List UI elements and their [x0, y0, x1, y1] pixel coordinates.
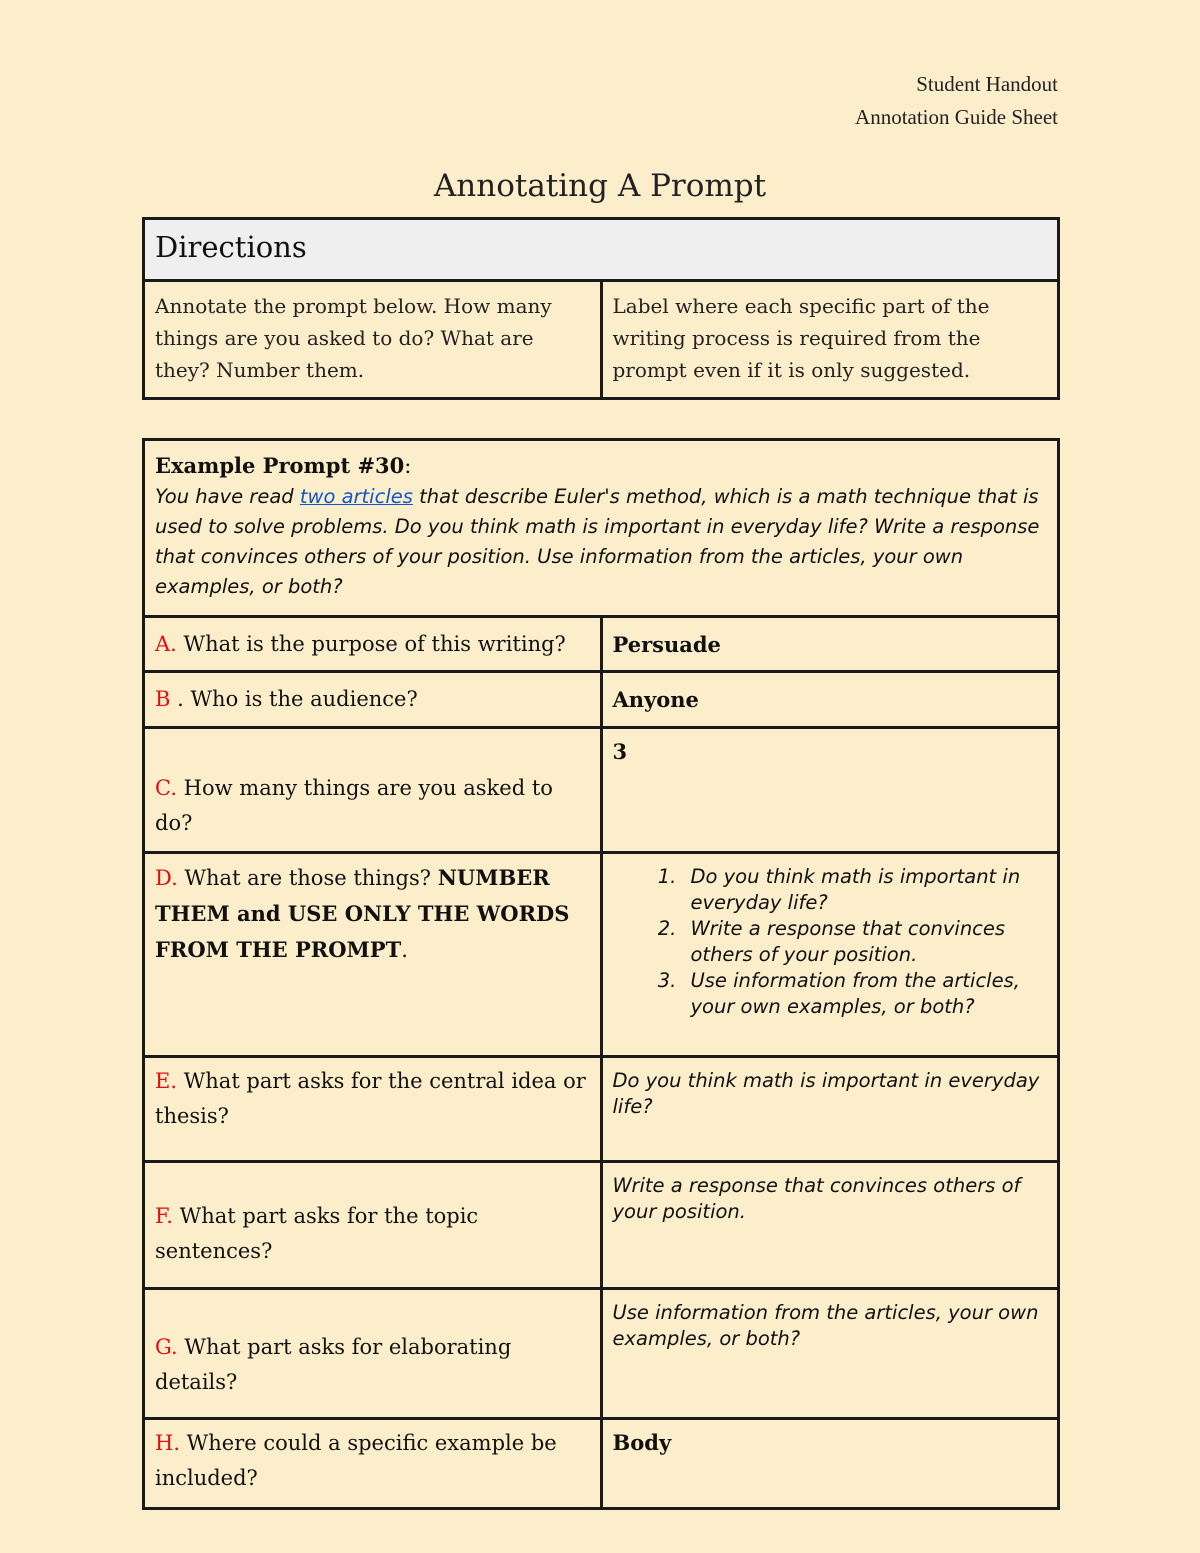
prompt-heading — [155, 453, 1047, 478]
header-line-2: Annotation Guide Sheet — [855, 105, 1058, 129]
prompt-text-after: that describe Euler's method, which is a math technique that is used to solve problems. Do you think math is important in everyday life? Write a response that convinces others of your position. Use information from the articles, your own examples, or both? — [155, 485, 1040, 598]
directions-heading: Directions — [144, 219, 1059, 281]
question-text: How many things are you asked to do? — [155, 776, 553, 835]
example-prompt-cell — [144, 440, 1059, 617]
answer-a: Persuade — [601, 617, 1059, 672]
question-text: . Who is the audience? — [170, 687, 418, 711]
question-text-end: . — [401, 938, 408, 962]
list-item: 2. Write a response that convinces others of your position. — [683, 916, 1048, 968]
answer-c: 3 — [601, 728, 1059, 853]
question-text: What are those things? — [177, 866, 438, 890]
two-articles-link[interactable]: two articles — [299, 485, 413, 508]
document-header — [855, 68, 1058, 134]
question-text: Where could a specific example be included? — [155, 1431, 557, 1490]
question-letter: H. — [155, 1431, 180, 1455]
questions-table — [142, 438, 1060, 1510]
question-h — [144, 1419, 602, 1509]
directions-table — [142, 217, 1060, 400]
list-item: 1. Do you think math is important in everyday life? — [683, 864, 1048, 916]
answer-h: Body — [601, 1419, 1059, 1509]
prompt-text — [155, 482, 1047, 602]
question-letter: C. — [155, 776, 177, 800]
question-text: What part asks for the topic sentences? — [155, 1204, 479, 1263]
question-text: What is the purpose of this writing? — [176, 631, 566, 656]
directions-left: Annotate the prompt below. How many things are you asked to do? What are they? Number them. — [144, 281, 602, 399]
question-f — [144, 1162, 602, 1289]
question-b — [144, 672, 602, 728]
question-a — [144, 617, 602, 672]
question-text-bold: NUMBER THEM and USE ONLY THE WORDS FROM THE PROMPT — [155, 865, 570, 962]
question-letter: B — [155, 687, 171, 711]
answer-e: Do you think math is important in everyday life? — [601, 1057, 1059, 1162]
list-item: 3. Use information from the articles, your own examples, or both? — [683, 968, 1048, 1020]
prompt-colon: : — [404, 454, 412, 478]
question-text: What part asks for elaborating details? — [155, 1335, 512, 1394]
question-letter: D. — [155, 866, 178, 890]
question-letter: F. — [155, 1204, 173, 1228]
question-letter: A. — [155, 631, 177, 656]
answer-f: Write a response that convinces others of your position. — [601, 1162, 1059, 1289]
question-e — [144, 1057, 602, 1162]
answer-list — [613, 864, 1048, 1020]
page-title: Annotating A Prompt — [433, 168, 767, 204]
prompt-text-before: You have read — [155, 485, 300, 508]
prompt-label: Example Prompt #30 — [155, 453, 405, 478]
header-line-1: Student Handout — [916, 72, 1058, 96]
question-letter: G. — [155, 1335, 178, 1359]
answer-g: Use information from the articles, your own examples, or both? — [601, 1289, 1059, 1419]
question-text: What part asks for the central idea or thesis? — [155, 1069, 586, 1128]
question-letter: E. — [155, 1069, 178, 1093]
answer-b: Anyone — [601, 672, 1059, 728]
directions-right: Label where each specific part of the writing process is required from the prompt even if it is only suggested. — [601, 281, 1059, 399]
question-c — [144, 728, 602, 853]
question-d — [144, 853, 602, 1057]
answer-d — [601, 853, 1059, 1057]
question-g — [144, 1289, 602, 1419]
